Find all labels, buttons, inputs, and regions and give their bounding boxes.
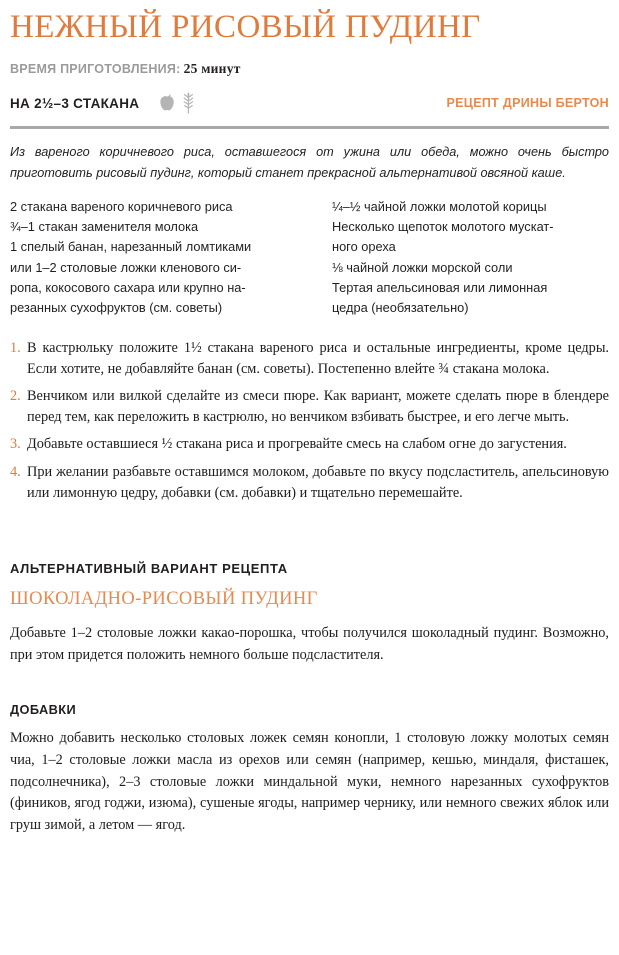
ingredients-column-right (332, 197, 609, 317)
instruction-step (10, 338, 609, 380)
step-number: 2. (10, 388, 21, 405)
ingredient-item: 1 спелый банан, нарезанный ломтиками (10, 239, 252, 255)
ingredient-item: 2 стакана вареного коричневого риса (10, 199, 233, 215)
instruction-step (10, 462, 609, 504)
yield-and-byline-row (10, 92, 609, 114)
page-title: НЕЖНЫЙ РИСОВЫЙ ПУДИНГ (10, 9, 481, 45)
step-number: 1. (10, 339, 21, 356)
ingredient-item: ного ореха (332, 239, 396, 255)
cook-time-value: 25 минут (183, 60, 241, 76)
header-divider (10, 126, 609, 129)
ingredient-item: цедра (необязательно) (332, 299, 469, 315)
addins-body: Можно добавить несколько столовых ложек семян конопли, 1 столовую ложку молотых семян чиа, 1–2 столовые ложки масла из орехов или семян (например, кешью, миндаля, фисташек, подсолнечника), 2–3 столовые ложки миндальной муки, немного нарезанных сухофруктов (фиников, ягод годжи, изюма), сушеные ягоды, например чернику, или немного свежих яблок или груш зимой, а летом — ягод. (10, 730, 609, 834)
instructions-list (10, 338, 609, 504)
instruction-step (10, 434, 609, 455)
wheat-stalk-icon (181, 92, 196, 114)
intro-paragraph: Из вареного коричневого риса, оставшегося от ужина или обеда, можно очень быстро приготовить рисовый пудинг, который станет прекрасной альтернативой овсяной каше. (10, 145, 609, 180)
ingredients-column-left (10, 197, 332, 317)
apple-icon (159, 93, 177, 113)
ingredient-item: Тертая апельсиновая или лимонная (332, 279, 548, 295)
ingredients-section (10, 197, 609, 317)
yield-label: НА 2½–3 СТАКАНА (10, 95, 140, 111)
ingredient-item: ¼–½ чайной ложки молотой корицы (332, 199, 547, 215)
ingredient-item: ропа, кокосового сахара или крупно на- (10, 279, 246, 295)
step-number: 3. (10, 436, 21, 453)
yield-group (10, 92, 196, 114)
diet-icon-group (159, 92, 196, 114)
ingredient-item: ⅛ чайной ложки морской соли (332, 259, 513, 275)
step-text: Венчиком или вилкой сделайте из смеси пюре. Как вариант, можете сделать пюре в блендере перед тем, как переложить в кастрюлю, но венчиком взбивать быстрее, и его легче мыть. (27, 388, 609, 426)
step-text: В кастрюльку положите 1½ стакана вареного риса и остальные ингредиенты, кроме цедры. Если хотите, не добавляйте банан (см. советы). Постепенно влейте ¾ стакана молока. (27, 339, 609, 377)
recipe-byline: РЕЦЕПТ ДРИНЫ БЕРТОН (446, 96, 609, 111)
step-text: Добавьте оставшиеся ½ стакана риса и прогревайте смесь на слабом огне до загустения. (27, 436, 567, 453)
variation-body: Добавьте 1–2 столовые ложки какао-порошка, чтобы получился шоколадный пудинг. Возможно, при этом придется положить немного больше подсластителя. (10, 624, 609, 663)
variation-title: ШОКОЛАДНО-РИСОВЫЙ ПУДИНГ (10, 588, 318, 609)
cook-time (10, 62, 609, 76)
ingredient-item: ¾–1 стакан заменителя молока (10, 219, 199, 235)
ingredient-item: резанных сухофруктов (см. советы) (10, 299, 223, 315)
variation-kicker: АЛЬТЕРНАТИВНЫЙ ВАРИАНТ РЕЦЕПТА (10, 560, 288, 576)
cook-time-label: ВРЕМЯ ПРИГОТОВЛЕНИЯ: (10, 61, 181, 76)
step-number: 4. (10, 463, 21, 480)
ingredient-item: Несколько щепоток молотого мускат- (332, 219, 554, 235)
step-text: При желании разбавьте оставшимся молоком, добавьте по вкусу подсластитель, апельсиновую или лимонную цедру, добавки (см. добавки) и тщательно перемешайте. (27, 463, 609, 501)
instruction-step (10, 386, 609, 428)
addins-kicker: ДОБАВКИ (10, 702, 77, 718)
ingredient-item: или 1–2 столовые ложки кленового си- (10, 259, 242, 275)
